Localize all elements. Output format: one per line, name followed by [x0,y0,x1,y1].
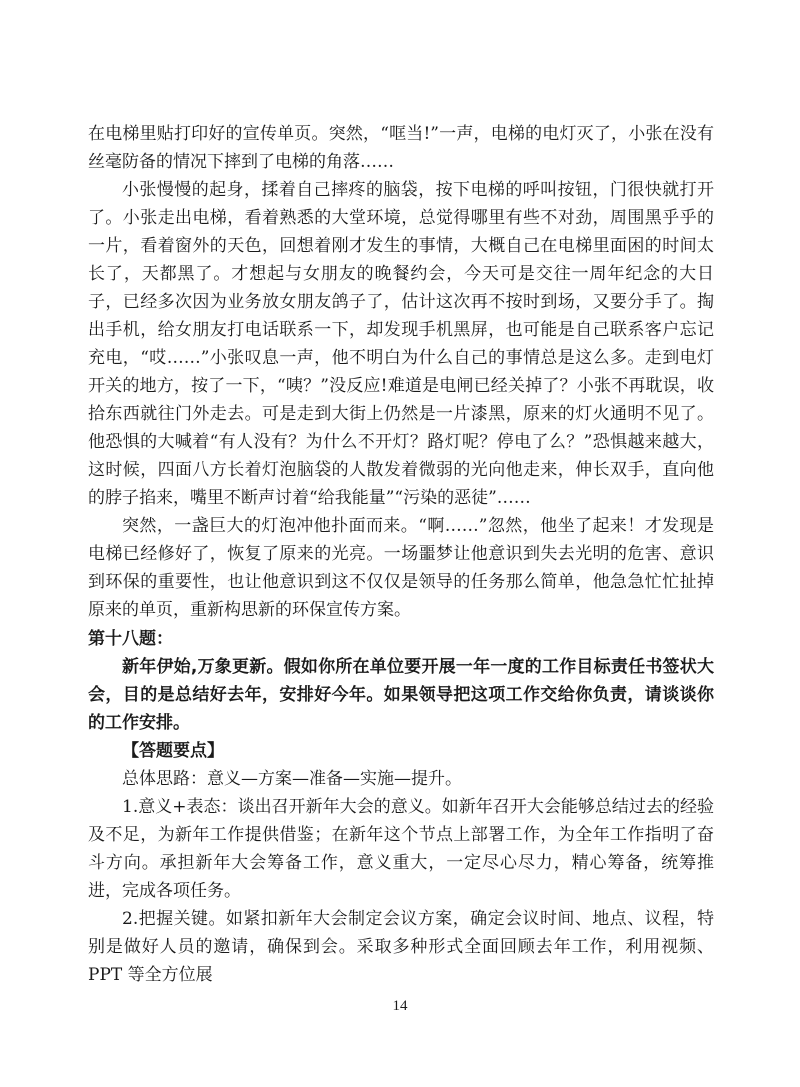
answer-section [88,737,714,989]
question-section [88,653,714,737]
story-paragraph-1: 在电梯里贴打印好的宣传单页。突然，“哐当!”一声，电梯的电灯灭了，小张在没有丝毫防备的情况下摔到了电梯的角落…… [88,124,714,172]
answer-heading: 【答题要点】 [122,741,224,761]
story-section [88,120,714,624]
page-number: 14 [392,998,408,1014]
question-text: 新年伊始,万象更新。假如你所在单位要开展一年一度的工作目标责任书签状大会，目的是总结好去年，安排好今年。如果领导把这项工作交给你负责，请谈谈你的工作安排。 [88,657,714,733]
answer-outline: 总体思路：意义—方案—准备—实施—提升。 [122,769,462,789]
answer-point-2: 2.把握关键。如紧扣新年大会制定会议方案，确定会议时间、地点、议程，特别是做好人员的邀请，确保到会。采取多种形式全面回顾去年工作，利用视频、PPT 等全方位展 [88,909,714,985]
story-paragraph-3: 突然，一盏巨大的灯泡冲他扑面而来。“啊……”忽然，他坐了起来！才发现是电梯已经修好了，恢复了原来的光亮。一场噩梦让他意识到失去光明的危害、意识到环保的重要性，也让他意识到这不仅仅是领导的任务那么简单，他急急忙忙扯掉原来的单页，重新构思新的环保宣传方案。 [88,516,714,620]
story-paragraph-2: 小张慢慢的起身，揉着自己摔疼的脑袋，按下电梯的呼叫按钮，门很快就打开了。小张走出电梯，看着熟悉的大堂环境，总觉得哪里有些不对劲，周围黑乎乎的一片，看着窗外的天色，回想着刚才发生的事情，大概自己在电梯里面困的时间太长了，天都黑了。才想起与女朋友的晚餐约会，今天可是交往一周年纪念的大日子，已经多次因为业务放女朋友鸽子了，估计这次再不按时到场，又要分手了。掏出手机，给女朋友打电话联系一下，却发现手机黑屏，也可能是自己联系客户忘记充电，“哎……”小张叹息一声，他不明白为什么自己的事情总是这么多。走到电灯开关的地方，按了一下，“咦？”没反应!难道是电闸已经关掉了？小张不再耽误，收拾东西就往门外走去。可是走到大街上仍然是一片漆黑，原来的灯火通明不见了。他恐惧的大喊着“有人没有？为什么不开灯？路灯呢？停电了么？”恐惧越来越大，这时候，四面八方长着灯泡脑袋的人散发着微弱的光向他走来，伸长双手，直向他的脖子掐来，嘴里不断声讨着“给我能量”“污染的恶徒”…… [88,180,714,508]
answer-point-1: 1.意义+表态：谈出召开新年大会的意义。如新年召开大会能够总结过去的经验及不足，为新年工作提供借鉴；在新年这个节点上部署工作，为全年工作指明了奋斗方向。承担新年大会筹备工作，意义重大，一定尽心尽力，精心筹备，统筹推进，完成各项任务。 [88,797,714,901]
question-number: 第十八题： [88,629,173,649]
